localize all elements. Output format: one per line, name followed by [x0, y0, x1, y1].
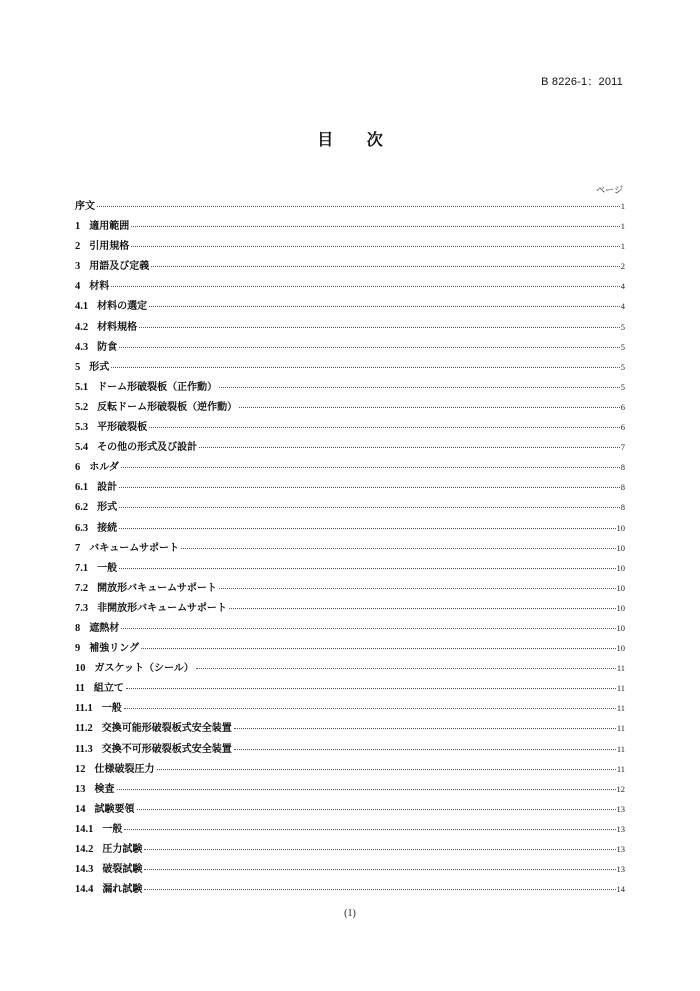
dot-leader [234, 727, 616, 729]
dot-leader [234, 748, 616, 750]
toc-entry-title: 開放形バキュームサポート [97, 582, 217, 594]
dot-leader [196, 667, 616, 669]
toc-entry-page: 5 [620, 341, 625, 352]
page-number-footer: (1) [344, 908, 356, 919]
toc-entry-number: 5.4 [75, 442, 89, 454]
dot-leader [119, 567, 615, 569]
toc-entry-number: 2 [75, 241, 81, 253]
toc-entry[interactable] [75, 880, 625, 900]
table-of-contents [75, 197, 625, 900]
dot-leader [199, 446, 620, 448]
toc-entry[interactable] [75, 820, 625, 840]
toc-entry-page: 1 [620, 221, 625, 232]
toc-entry-title: 遮熱材 [89, 622, 120, 634]
dot-leader [219, 386, 620, 388]
toc-entry-page: 4 [620, 281, 625, 292]
toc-entry[interactable] [75, 498, 625, 518]
toc-entry-page: 10 [616, 582, 625, 593]
toc-entry-number: 4.3 [75, 341, 89, 353]
toc-entry[interactable] [75, 257, 625, 277]
toc-entry[interactable] [75, 217, 625, 237]
toc-entry-title: 一般 [101, 703, 122, 715]
toc-entry[interactable] [75, 277, 625, 297]
dot-leader [149, 426, 620, 428]
toc-entry-title: 仕様破裂圧力 [94, 763, 155, 775]
toc-entry-page: 11 [616, 763, 625, 774]
toc-entry-number: 9 [75, 643, 81, 655]
toc-entry-title: 試験要領 [94, 803, 135, 815]
toc-entry[interactable] [75, 579, 625, 599]
toc-entry[interactable] [75, 197, 625, 217]
toc-entry-title: 検査 [94, 783, 115, 795]
toc-entry-number: 14.2 [75, 844, 94, 855]
toc-entry[interactable] [75, 780, 625, 800]
toc-entry-page: 5 [620, 381, 625, 392]
dot-leader [141, 647, 615, 649]
toc-entry-title: 交換可能形破裂板式安全装置 [101, 723, 232, 735]
toc-entry-number: 5.1 [75, 381, 89, 393]
toc-entry[interactable] [75, 398, 625, 418]
toc-entry-title: 一般 [97, 562, 118, 574]
dot-leader [119, 346, 620, 348]
toc-entry-page: 10 [616, 562, 625, 573]
toc-entry-title: 反転ドーム形破裂板（逆作動） [97, 401, 238, 413]
toc-entry[interactable] [75, 699, 625, 719]
toc-entry-page: 8 [620, 482, 625, 493]
toc-entry-page: 10 [616, 602, 625, 613]
toc-entry-page: 11 [616, 703, 625, 714]
dot-leader [121, 466, 620, 468]
dot-leader [124, 707, 616, 709]
dot-leader [239, 406, 620, 408]
toc-entry-title: 序文 [75, 201, 95, 212]
toc-entry[interactable] [75, 599, 625, 619]
toc-entry[interactable] [75, 237, 625, 257]
toc-entry[interactable] [75, 740, 625, 760]
toc-entry[interactable] [75, 800, 625, 820]
toc-entry-page: 11 [616, 663, 625, 674]
dot-leader [144, 888, 615, 890]
toc-entry-number: 14 [75, 803, 86, 815]
dot-leader [119, 527, 615, 529]
toc-entry-number: 7.3 [75, 602, 89, 614]
toc-entry[interactable] [75, 519, 625, 539]
toc-entry[interactable] [75, 860, 625, 880]
toc-entry[interactable] [75, 438, 625, 458]
dot-leader [229, 607, 616, 609]
toc-entry-number: 5 [75, 361, 81, 373]
toc-entry[interactable] [75, 659, 625, 679]
dot-leader [219, 587, 616, 589]
dot-leader [121, 627, 615, 629]
toc-entry-number: 7.1 [75, 562, 89, 574]
toc-entry-page: 11 [616, 743, 625, 754]
toc-entry-title: 圧力試験 [102, 844, 143, 855]
toc-entry[interactable] [75, 840, 625, 860]
toc-entry[interactable] [75, 458, 625, 478]
toc-entry-page: 11 [616, 723, 625, 734]
page-title: 目 次 [317, 130, 397, 149]
toc-entry-number: 7.2 [75, 582, 89, 594]
toc-entry-page: 10 [616, 643, 625, 654]
toc-entry-page: 10 [616, 522, 625, 533]
toc-entry[interactable] [75, 719, 625, 739]
dot-leader [131, 245, 620, 247]
toc-entry-title: ホルダ [89, 462, 119, 474]
toc-entry-number: 7 [75, 542, 81, 554]
toc-entry-title: 引用規格 [89, 241, 130, 253]
toc-entry-title: 材料規格 [97, 321, 138, 333]
toc-entry-page: 8 [620, 462, 625, 473]
toc-entry-page: 14 [616, 884, 625, 895]
toc-entry-page: 13 [616, 803, 625, 814]
toc-entry-title: 材料 [89, 281, 110, 293]
toc-entry[interactable] [75, 318, 625, 338]
toc-entry-number: 1 [75, 221, 81, 233]
toc-entry-title: 平形破裂板 [97, 422, 148, 434]
toc-entry-number: 11.3 [75, 743, 93, 755]
toc-entry-page: 5 [620, 361, 625, 372]
toc-entry-number: 11.2 [75, 723, 93, 735]
toc-entry[interactable] [75, 619, 625, 639]
toc-entry-number: 11.1 [75, 703, 93, 715]
toc-entry-number: 8 [75, 622, 81, 634]
toc-entry-title: 形式 [97, 502, 118, 514]
dot-leader [144, 868, 615, 870]
dot-leader [111, 285, 620, 287]
dot-leader [126, 687, 616, 689]
toc-entry-title: 形式 [89, 361, 110, 373]
toc-entry-number: 6 [75, 462, 81, 474]
toc-entry-page: 6 [620, 401, 625, 412]
toc-entry-title: 組立て [93, 683, 124, 695]
toc-entry-title: 防食 [97, 341, 118, 353]
toc-entry[interactable] [75, 338, 625, 358]
toc-entry-title: 漏れ試験 [102, 884, 143, 896]
dot-leader [119, 506, 620, 508]
toc-entry-title: ドーム形破裂板（正作動） [97, 381, 218, 393]
toc-entry-page: 7 [620, 442, 625, 453]
toc-entry-number: 14.3 [75, 864, 94, 876]
toc-entry-number: 10 [75, 663, 86, 675]
toc-entry-number: 4.2 [75, 321, 89, 333]
toc-entry-title: 適用範囲 [89, 221, 130, 233]
toc-entry-number: 11 [75, 683, 85, 695]
toc-entry-page: 12 [616, 783, 625, 794]
toc-entry[interactable] [75, 679, 625, 699]
toc-entry-page: 2 [620, 261, 625, 272]
toc-entry-page: 13 [616, 844, 625, 854]
toc-entry-page: 13 [616, 823, 625, 834]
toc-entry-title: 用語及び定義 [89, 261, 150, 273]
toc-entry-title: その他の形式及び設計 [97, 442, 198, 454]
dot-leader [157, 768, 616, 770]
toc-entry-title: 設計 [97, 482, 118, 494]
toc-entry[interactable] [75, 418, 625, 438]
toc-entry-number: 6.3 [75, 522, 89, 534]
toc-entry[interactable] [75, 559, 625, 579]
dot-leader [149, 305, 620, 307]
toc-entry-number: 5.3 [75, 422, 89, 434]
dot-leader [117, 788, 616, 790]
toc-entry-page: 6 [620, 422, 625, 433]
toc-entry-title: 破裂試験 [102, 864, 143, 876]
dot-leader [139, 326, 620, 328]
toc-entry-page: 13 [616, 864, 625, 875]
toc-entry[interactable] [75, 539, 625, 559]
toc-entry[interactable] [75, 378, 625, 398]
toc-entry[interactable] [75, 358, 625, 378]
toc-entry-number: 6.1 [75, 482, 89, 494]
toc-entry-number: 3 [75, 261, 81, 273]
toc-entry[interactable] [75, 760, 625, 780]
dot-leader [111, 366, 620, 368]
dot-leader [181, 547, 615, 549]
toc-entry[interactable] [75, 478, 625, 498]
page-column-label: ページ [596, 186, 623, 196]
toc-entry-page: 10 [616, 542, 625, 553]
toc-entry-page: 8 [620, 502, 625, 513]
toc-entry-number: 6.2 [75, 502, 89, 514]
dot-leader [119, 486, 620, 488]
toc-entry-title: 交換不可形破裂板式安全装置 [101, 743, 232, 755]
standard-number: B 8226-1：2011 [541, 76, 623, 88]
toc-entry[interactable] [75, 297, 625, 317]
dot-leader [144, 848, 615, 850]
toc-entry-number: 5.2 [75, 401, 89, 413]
toc-entry-page: 5 [620, 321, 625, 332]
toc-entry-title: 接続 [97, 522, 118, 534]
toc-entry-title: ガスケット（シール） [94, 663, 194, 675]
toc-entry-page: 4 [620, 301, 625, 312]
dot-leader [131, 225, 620, 227]
toc-entry-title: 補強リング [89, 643, 140, 655]
dot-leader [124, 828, 615, 830]
toc-entry-number: 4.1 [75, 301, 89, 313]
toc-entry-page: 1 [620, 241, 625, 252]
toc-entry-title: 非開放形バキュームサポート [97, 602, 227, 614]
dot-leader [151, 265, 620, 267]
toc-entry-title: 材料の選定 [97, 301, 148, 313]
dot-leader [137, 808, 616, 810]
toc-entry-page: 10 [616, 622, 625, 633]
toc-entry[interactable] [75, 639, 625, 659]
toc-entry-number: 14.1 [75, 823, 94, 835]
toc-entry-page: 11 [616, 683, 625, 694]
toc-entry-number: 4 [75, 281, 81, 293]
toc-entry-page: 1 [620, 201, 625, 211]
toc-entry-number: 14.4 [75, 884, 94, 896]
toc-entry-title: バキュームサポート [89, 542, 180, 554]
toc-entry-number: 12 [75, 763, 86, 775]
toc-entry-title: 一般 [102, 823, 123, 835]
toc-entry-number: 13 [75, 783, 86, 795]
dot-leader [97, 205, 620, 207]
